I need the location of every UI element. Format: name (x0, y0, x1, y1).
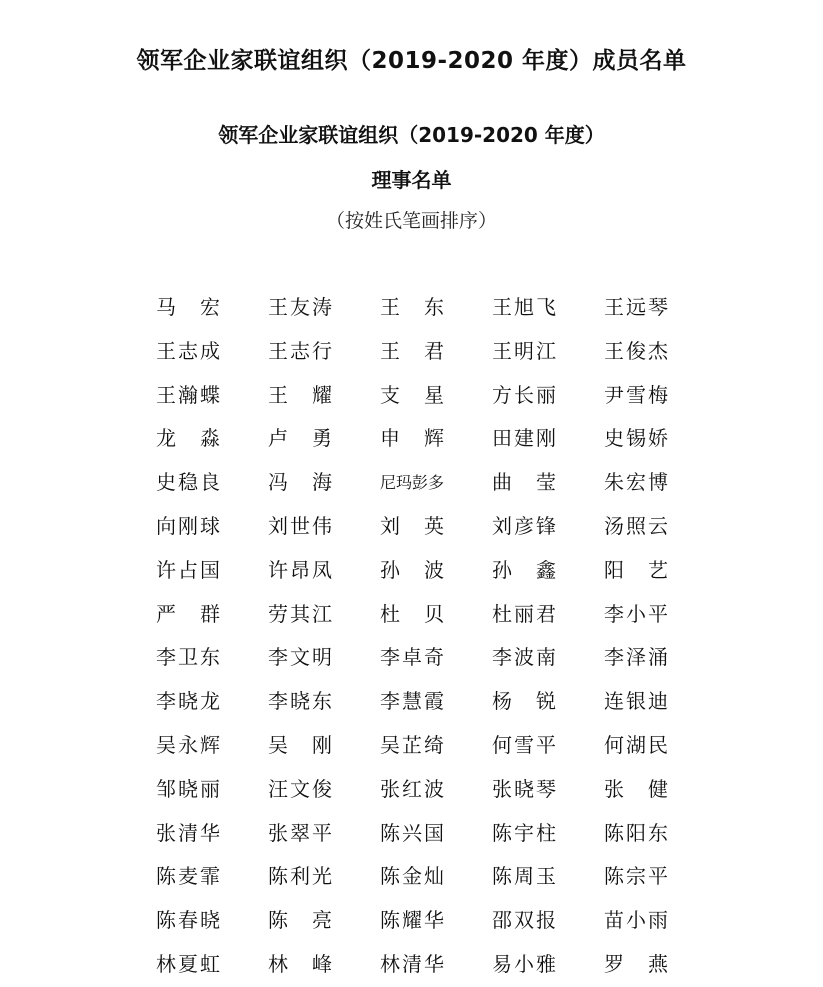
member-name: 王旭飞 (492, 295, 556, 319)
member-name: 李慧霞 (380, 689, 444, 714)
member-name: 王 耀 (268, 382, 332, 407)
member-name: 王志行 (268, 338, 332, 363)
member-name: 方长丽 (492, 382, 556, 407)
member-name: 杜 贝 (380, 601, 444, 626)
member-name: 支 星 (380, 382, 444, 407)
member-name: 史锡娇 (604, 426, 668, 451)
member-name: 陈金灿 (380, 864, 444, 889)
member-name: 向刚球 (156, 513, 220, 538)
member-name: 孙 鑫 (492, 557, 556, 582)
member-name: 李晓东 (268, 689, 332, 714)
member-name: 易小雅 (492, 951, 556, 976)
member-name: 陈宇柱 (492, 820, 556, 845)
member-name: 田建刚 (492, 426, 556, 451)
member-name: 陈阳东 (604, 820, 668, 845)
member-name: 严 群 (156, 601, 220, 626)
member-name: 陈 亮 (268, 908, 332, 933)
member-name: 杜丽君 (492, 601, 556, 626)
member-name: 张红波 (380, 776, 444, 801)
member-name: 申 辉 (380, 426, 444, 451)
member-name: 刘彦锋 (492, 513, 556, 538)
member-name: 陈春晓 (156, 908, 220, 933)
member-name: 陈耀华 (380, 908, 444, 933)
member-name: 尹雪梅 (604, 382, 668, 407)
member-name: 连银迪 (604, 689, 668, 714)
member-name: 吴芷绮 (380, 732, 444, 757)
member-name: 李卓奇 (380, 645, 444, 670)
member-name: 李波南 (492, 645, 556, 670)
sort-note: （按姓氏笔画排序） (325, 210, 497, 232)
member-name: 张 健 (604, 776, 668, 801)
member-name: 王远琴 (604, 295, 668, 319)
member-name: 罗 燕 (604, 951, 668, 976)
member-name: 王瀚蝶 (156, 382, 220, 407)
member-name: 陈周玉 (492, 864, 556, 889)
member-name: 刘世伟 (268, 513, 332, 538)
member-name: 马 宏 (156, 295, 220, 319)
member-name: 阳 艺 (604, 557, 668, 582)
member-name: 许占国 (156, 557, 220, 582)
member-name: 杨 锐 (492, 689, 556, 714)
member-name: 吴永辉 (156, 732, 220, 757)
member-name: 王明江 (492, 338, 556, 363)
member-name: 李文明 (268, 645, 332, 670)
member-name: 何湖民 (604, 732, 668, 757)
member-name: 朱宏博 (604, 470, 668, 495)
member-name: 李泽涌 (604, 645, 668, 670)
member-name: 吴 刚 (268, 732, 332, 757)
section-heading: 理事名单 (371, 168, 452, 192)
member-name: 史稳良 (156, 470, 220, 495)
member-name: 林清华 (380, 951, 444, 976)
member-name: 孙 波 (380, 557, 444, 582)
member-name: 汪文俊 (268, 776, 332, 801)
member-name: 李小平 (604, 601, 668, 626)
member-name: 陈宗平 (604, 864, 668, 889)
member-name: 李卫东 (156, 645, 220, 670)
member-name: 陈兴国 (380, 820, 444, 845)
member-name: 冯 海 (268, 470, 332, 495)
member-name: 龙 淼 (156, 426, 220, 451)
member-name: 邹晓丽 (156, 776, 220, 801)
member-name: 陈利光 (268, 864, 332, 889)
member-name: 王俊杰 (604, 338, 668, 363)
member-name-list (156, 286, 696, 987)
member-name: 曲 莹 (492, 470, 556, 495)
member-name: 苗小雨 (604, 908, 668, 933)
member-name: 劳其江 (268, 601, 332, 626)
member-name: 王 东 (380, 295, 444, 319)
member-name: 刘 英 (380, 513, 444, 538)
member-name: 张翠平 (268, 820, 332, 845)
member-name: 何雪平 (492, 732, 556, 757)
member-name: 陈麦霏 (156, 864, 220, 889)
member-name: 汤照云 (604, 513, 668, 538)
member-name: 李晓龙 (156, 689, 220, 714)
member-name: 林 峰 (268, 951, 332, 976)
member-name: 王友涛 (268, 295, 332, 319)
member-name: 张清华 (156, 820, 220, 845)
member-name: 王志成 (156, 338, 220, 363)
member-name: 邵双报 (492, 908, 556, 933)
member-name: 许昂凤 (268, 557, 332, 582)
member-name: 王 君 (380, 338, 444, 363)
member-name: 尼玛彭多 (380, 473, 445, 493)
member-name: 林夏虹 (156, 951, 220, 976)
member-name: 卢 勇 (268, 426, 332, 451)
member-name: 张晓琴 (492, 776, 556, 801)
section-subtitle: 领军企业家联谊组织（2019-2020 年度） (218, 123, 605, 147)
page-title: 领军企业家联谊组织（2019-2020 年度）成员名单 (136, 48, 687, 74)
